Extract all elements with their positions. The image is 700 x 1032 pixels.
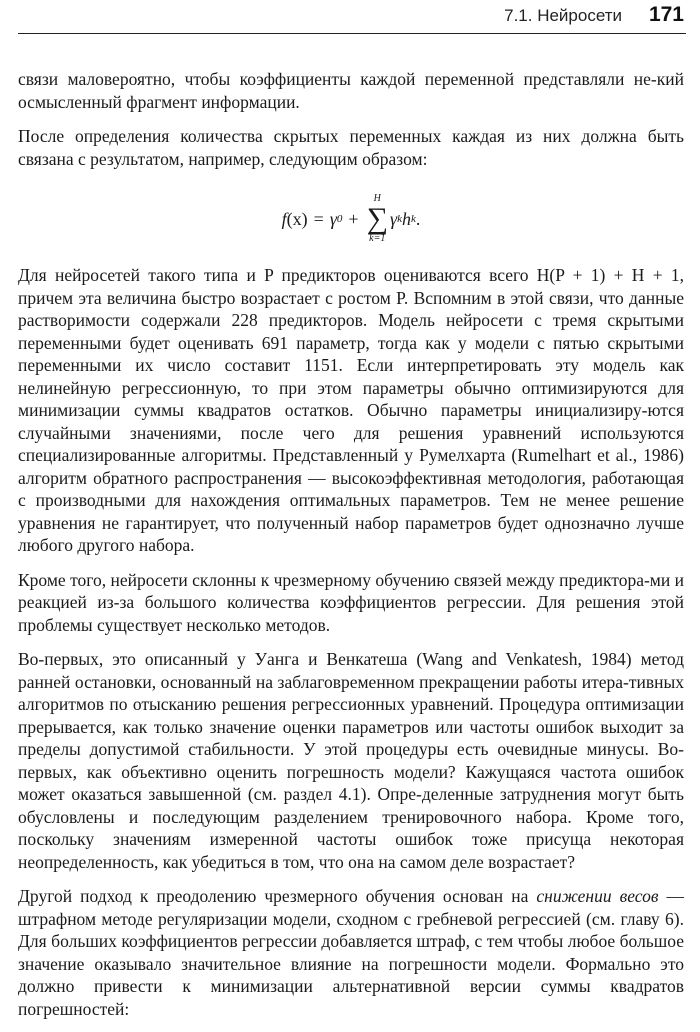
page-number: 171 <box>648 3 684 26</box>
formula-plus: + <box>348 208 359 229</box>
formula <box>282 194 421 244</box>
sum-lower: k=1 <box>369 233 386 244</box>
paragraph-3: Для нейросетей такого типа и P предикторов оцениваются всего H(P + 1) + H + 1, причем эта величина быстро возрастает с ростом P. Вспомним в этой связи, что данные растворимости содержали 228 предикторов. Модель нейросети с тремя скрытыми переменными будет оценивать 691 параметр, тогда как у модели с пятью скрытыми переменными их число составит 1151. Если интерпретировать эту модель как нелинейную регрессионную, то при этом параметры обычно оптимизируются для минимизации суммы квадратов остатков. Обычно параметры инициализиру-ются случайными значениями, после чего для решения уравнений используются специализированные алгоритмы. Представленный у Румелхарта (Rumelhart et al., 1986) алгоритм обратного распространения — высокоэффективная методология, работающая с производными для нахождения оптимальных параметров. Тем не менее решение уравнения не гарантирует, что полученный набор параметров будет однозначно лучше любого другого набора. <box>18 265 684 555</box>
body-text <box>18 68 684 1032</box>
paragraph-6-start: Другой подход к преодолению чрезмерного обучения основан на <box>18 886 537 906</box>
emphasis-weight-decay: снижении весов <box>536 886 659 906</box>
formula-equals: = <box>313 208 324 229</box>
sum-upper: H <box>373 193 381 204</box>
formula-arg: (x) <box>286 208 308 229</box>
formula-gamma: γ <box>329 208 337 229</box>
formula-sub-k: k <box>397 213 402 225</box>
paragraph-1: связи маловероятно, чтобы коэффициенты каждой переменной представляли не-кий осмысленный фрагмент информации. <box>18 69 684 112</box>
page-header <box>0 0 700 36</box>
sum-block <box>367 194 388 244</box>
formula-gamma-k: γ <box>389 208 398 229</box>
formula-block <box>18 182 684 256</box>
formula-h: h <box>401 208 411 229</box>
formula-sub-k2: k <box>410 213 416 225</box>
formula-end: . <box>415 208 421 229</box>
sum-sign: ∑ <box>366 202 388 235</box>
paragraph-5: Во-первых, это описанный у Уанга и Венкатеша (Wang and Venkatesh, 1984) метод ранней остановки, основанный на заблаговременном прекращении работы итера-тивных алгоритмов по отысканию решения регрессионных уравнений. Процедура оптимизации прерывается, как только значение оценки параметров или частоты ошибок выходит за пределы допустимой стабильности. У этой процедуры есть очевидные минусы. Во-первых, как объективно оценить погрешность модели? Кажущаяся частота ошибок может оказаться завышенной (см. раздел 4.1). Опре-деленные затруднения могут быть обусловлены и последующим разделением тренировочного набора. Кроме того, поскольку значениям измеренной частоты ошибок тоже присуща некоторая неопределенность, как убедиться в том, что она на самом деле возрастает? <box>18 649 684 872</box>
formula-lhs: f <box>281 208 287 229</box>
formula-sub0: 0 <box>336 213 343 225</box>
paragraph-6-end: — штрафном методе регуляризации модели, сходном с гребневой регрессией (см. главу 6). Для больших коэффициентов регрессии добавляется штраф, с тем чтобы любое большое значение оказывало значительное влияние на погрешности модели. Формально это должно привести к минимизации альтернативной версии суммы квадратов погрешностей: <box>18 886 684 1019</box>
paragraph-4: Кроме того, нейросети склонны к чрезмерному обучению связей между предиктора-ми и реакцией из-за большого количества коэффициентов регрессии. Для решения этой проблемы существует несколько методов. <box>18 569 684 635</box>
paragraph-2: После определения количества скрытых переменных каждая из них должна быть связана с результатом, например, следующим образом: <box>18 126 684 169</box>
paragraph-6 <box>18 885 684 1020</box>
header-rule <box>18 33 686 34</box>
running-head: 7.1. Нейросети <box>504 6 622 25</box>
